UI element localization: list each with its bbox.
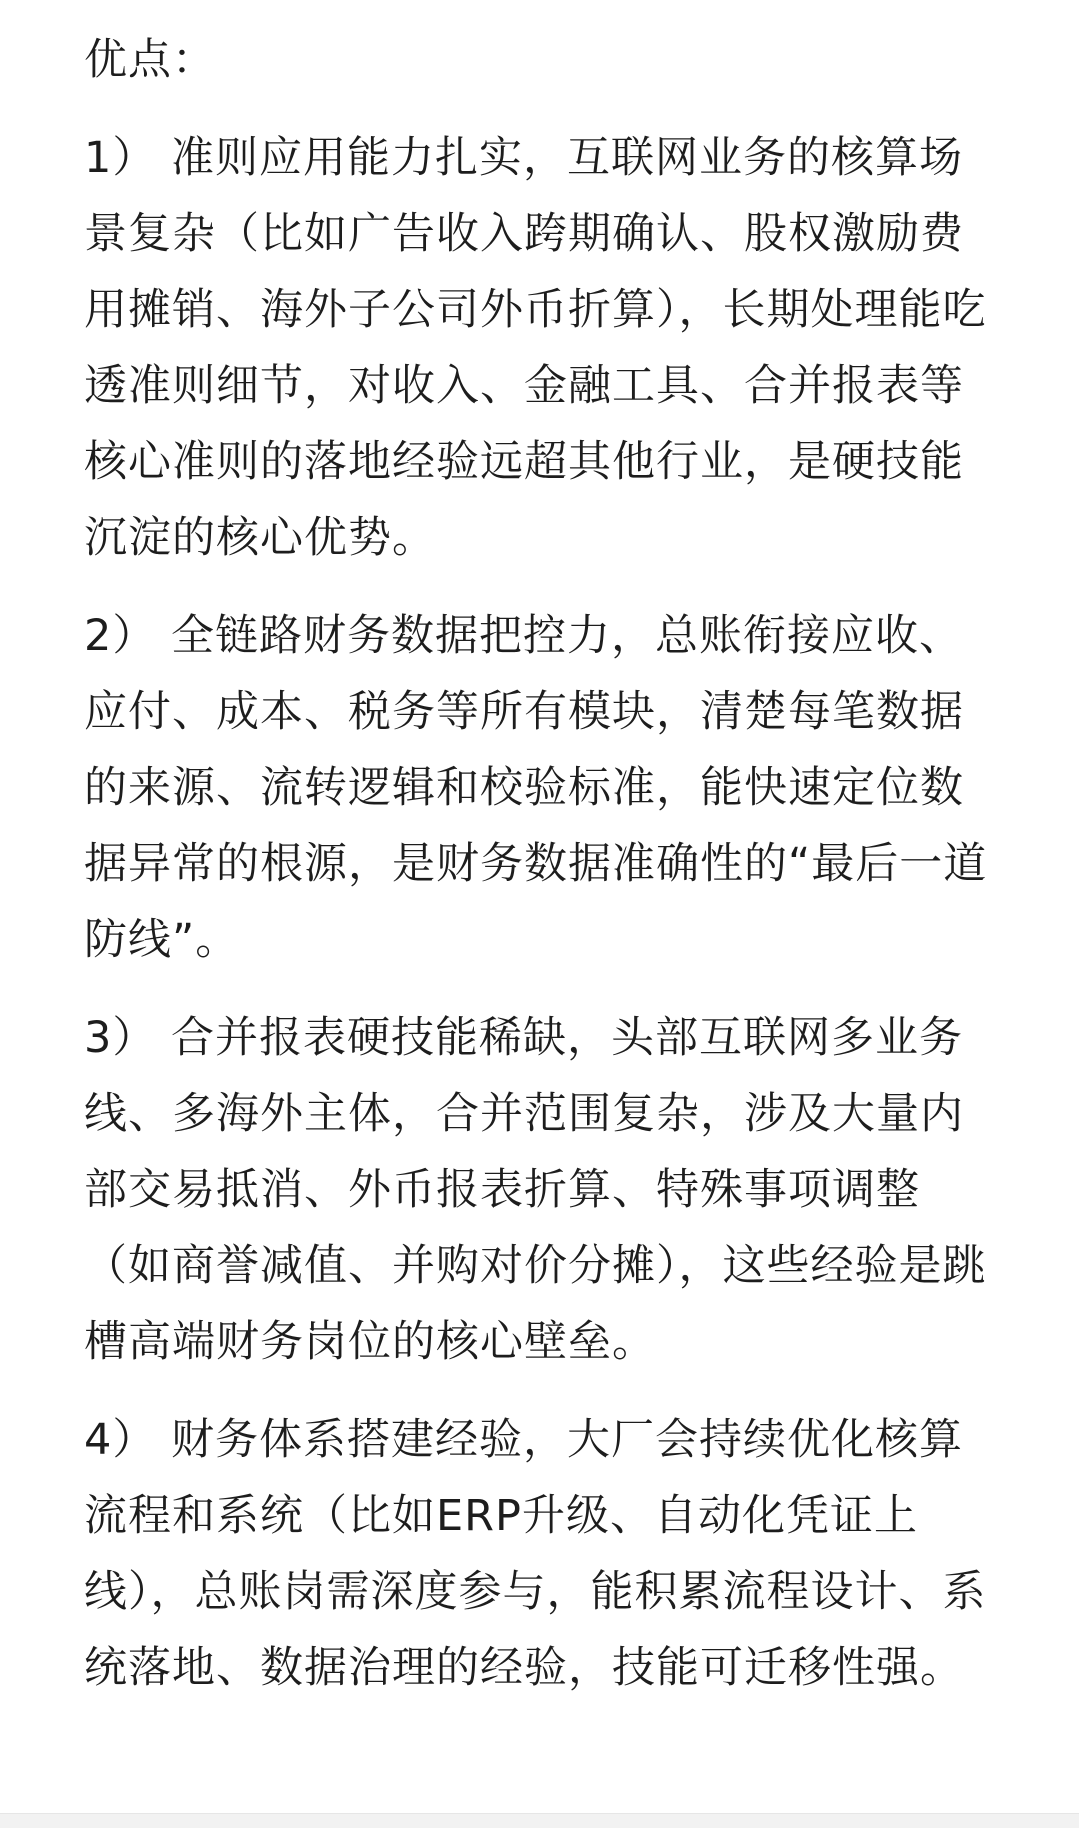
paragraph-2: 2） 全链路财务数据把控力，总账衔接应收、应付、成本、税务等所有模块，清楚每笔数据的来源、流转逻辑和校验标准，能快速定位数据异常的根源，是财务数据准确性的“最后一道防线”。 [84,611,988,965]
section-heading: 优点： [84,35,216,85]
paragraph-4: 4） 财务体系搭建经验，大厂会持续优化核算流程和系统（比如ERP升级、自动化凭证上线），总账岗需深度参与，能积累流程设计、系统落地、数据治理的经验，技能可迁移性强。 [84,1415,987,1693]
paragraph-3: 3） 合并报表硬技能稀缺，头部互联网多业务线、多海外主体，合并范围复杂，涉及大量内部交易抵消、外币报表折算、特殊事项调整（如商誉减值、并购对价分摊），这些经验是跳槽高端财务岗位的核心壁垒。 [84,1013,987,1367]
article-body [84,22,1004,1728]
bottom-scroll-edge [0,1813,1079,1828]
paragraph-1: 1） 准则应用能力扎实，互联网业务的核算场景复杂（比如广告收入跨期确认、股权激励费用摊销、海外子公司外币折算），长期处理能吃透准则细节，对收入、金融工具、合并报表等核心准则的落地经验远超其他行业，是硬技能沉淀的核心优势。 [84,133,987,563]
